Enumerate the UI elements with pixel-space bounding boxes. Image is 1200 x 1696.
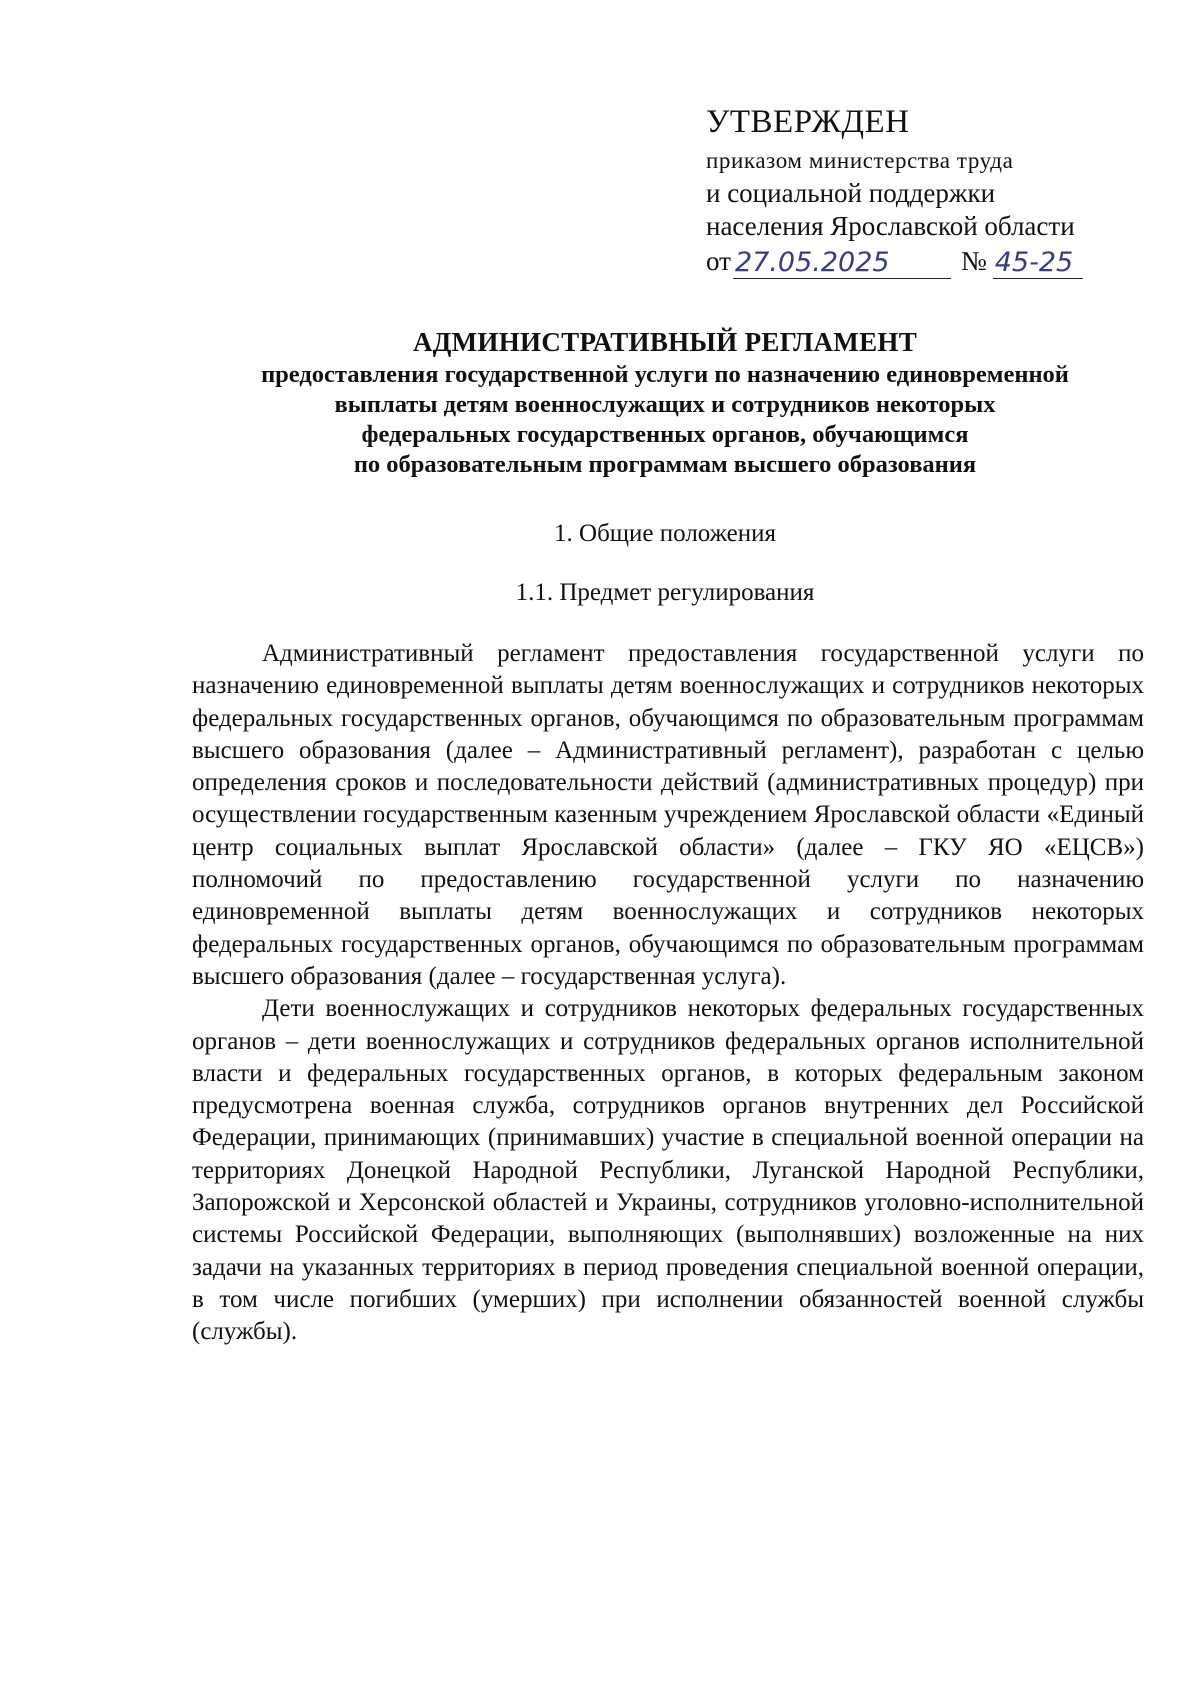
document-title-line-2: выплаты детям военнослужащих и сотрудников некоторых xyxy=(334,391,996,418)
body-text xyxy=(192,638,1144,1349)
approval-line-2: и социальной поддержки xyxy=(706,178,996,208)
date-prefix: от xyxy=(706,246,731,276)
paragraph-2: Дети военнослужащих и сотрудников некоторых федеральных государственных органов – дети военнослужащих и сотрудников федеральных органов исполнительной власти и федеральных государственных органов, в которых федеральным законом предусмотрена военная служба, сотрудников органов внутренних дел Российской Федерации, принимающих (принимавших) участие в специальной военной операции на территориях Донецкой Народной Республики, Луганской Народной Республики, Запорожской и Херсонской областей и Украины, сотрудников уголовно-исполнительной системы Российской Федерации, выполняющих (выполнявших) возложенные на них задачи на указанных территориях в период проведения специальной военной операции, в том числе погибших (умерших) при исполнении обязанностей военной службы (службы). xyxy=(192,995,1144,1346)
handwritten-number: 45-25 xyxy=(993,248,1083,279)
document-title-line-3: федеральных государственных органов, обучающимся xyxy=(361,421,969,448)
document-title-main: АДМИНИСТРАТИВНЫЙ РЕГЛАМЕНТ xyxy=(412,327,918,357)
handwritten-date: 27.05.2025 xyxy=(733,248,951,279)
number-sign: № xyxy=(960,246,987,276)
approval-line-1: приказом министерства труда xyxy=(706,148,1014,173)
paragraph-1: Административный регламент предоставления государственной услуги по назначению единовременной выплаты детям военнослужащих и сотрудников некоторых федеральных государственных органов, обучающимся по образовательным программам высшего образования (далее – Административный регламент), разработан с целью определения сроков и последовательности действий (административных процедур) при осуществлении государственным казенным учреждением Ярославской области «Единый центр социальных выплат Ярославской области» (далее – ГКУ ЯО «ЕЦСВ») полномочий по предоставлению государственной услуги по назначению единовременной выплаты детям военнослужащих и сотрудников некоторых федеральных государственных органов, обучающимся по образовательным программам высшего образования (далее – государственная услуга). xyxy=(192,640,1144,990)
approval-block xyxy=(706,102,1126,279)
section-heading: 1. Общие положения xyxy=(554,520,776,547)
approval-line-3: населения Ярославской области xyxy=(706,211,1075,241)
document-title xyxy=(140,324,1190,480)
subsection-heading: 1.1. Предмет регулирования xyxy=(515,579,815,606)
document-title-line-1: предоставления государственной услуги по назначению единовременной xyxy=(261,361,1069,388)
document-title-line-4: по образовательным программам высшего образования xyxy=(353,451,977,478)
approval-title: УТВЕРЖДЕН xyxy=(706,104,910,140)
approval-date-row xyxy=(706,243,1126,279)
